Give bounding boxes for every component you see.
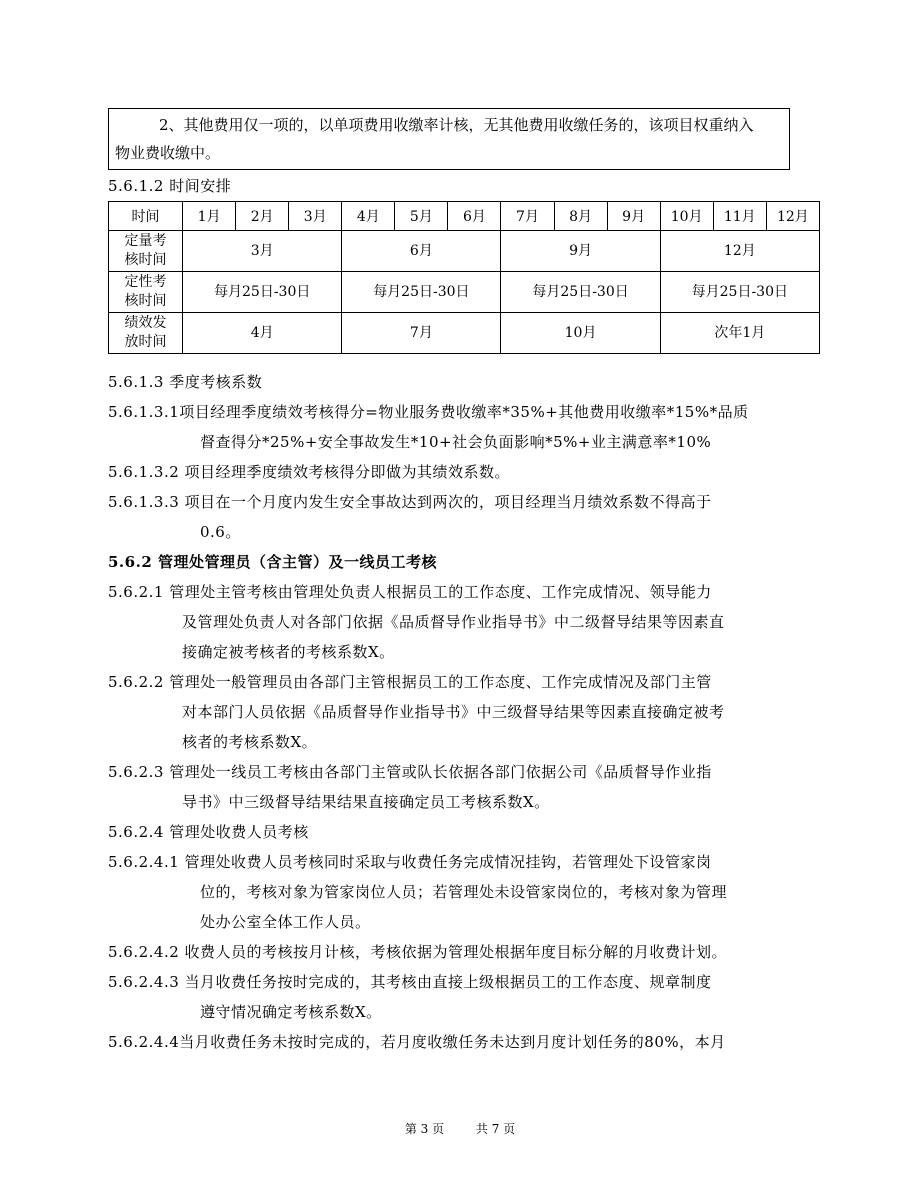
table-cell: 7月 (342, 313, 501, 354)
table-cell: 每月25日-30日 (501, 272, 660, 313)
para-5622-line3: 核者的考核系数X。 (182, 733, 318, 751)
month-cell: 2月 (236, 202, 289, 231)
month-cell: 9月 (607, 202, 660, 231)
month-cell: 3月 (289, 202, 342, 231)
row-label: 定量考 核时间 (109, 231, 183, 272)
schedule-heading: 5.6.1.2 时间安排 (108, 177, 232, 195)
note-line-1: 2、其他费用仅一项的，以单项费用收缴率计核，无其他费用收缴任务的，该项目权重纳入 (159, 116, 754, 134)
row-label: 绩效发 放时间 (109, 313, 183, 354)
para-56131-line2: 督查得分*25%+安全事故发生*10+社会负面影响*5%+业主满意率*10% (200, 433, 712, 451)
para-56241-line1: 5.6.2.4.1 管理处收费人员考核同时采取与收费任务完成情况挂钩，若管理处下设管家岗 (108, 853, 712, 871)
table-cell: 次年1月 (660, 313, 819, 354)
month-cell: 7月 (501, 202, 554, 231)
table-cell: 每月25日-30日 (660, 272, 819, 313)
month-cell: 5月 (395, 202, 448, 231)
para-5621-line1: 5.6.2.1 管理处主管考核由管理处负责人根据员工的工作态度、工作完成情况、领导能力 (108, 583, 712, 601)
table-cell: 6月 (342, 231, 501, 272)
month-cell: 8月 (554, 202, 607, 231)
para-56132: 5.6.1.3.2 项目经理季度绩效考核得分即做为其绩效系数。 (108, 463, 511, 481)
para-56133-line2: 0.6。 (200, 523, 241, 541)
month-cell: 12月 (766, 202, 819, 231)
para-56242: 5.6.2.4.2 收费人员的考核按月计核，考核依据为管理处根据年度目标分解的月收费计划。 (108, 943, 728, 961)
note-box (108, 108, 790, 170)
table-cell: 4月 (183, 313, 342, 354)
table-row (109, 313, 820, 354)
month-cell: 1月 (183, 202, 236, 231)
page-footer (0, 1120, 920, 1137)
para-5621-line2: 及管理处负责人对各部门依据《品质督导作业指导书》中二级督导结果等因素直 (182, 613, 725, 631)
para-5622-line1: 5.6.2.2 管理处一般管理员由各部门主管根据员工的工作态度、工作完成情况及部门主管 (108, 673, 712, 691)
para-5623-line2: 导书》中三级督导结果结果直接确定员工考核系数X。 (182, 793, 550, 811)
section-5613: 5.6.1.3 季度考核系数 (108, 373, 263, 391)
para-56243-line1: 5.6.2.4.3 当月收费任务按时完成的，其考核由直接上级根据员工的工作态度、规章制度 (108, 973, 712, 991)
table-cell: 10月 (501, 313, 660, 354)
header-label: 时间 (109, 202, 183, 231)
para-56241-line2: 位的，考核对象为管家岗位人员；若管理处未设管家岗位的，考核对象为管理 (200, 883, 728, 901)
table-cell: 12月 (660, 231, 819, 272)
schedule-table (108, 201, 820, 354)
month-cell: 10月 (660, 202, 713, 231)
para-56244: 5.6.2.4.4当月收费任务未按时完成的，若月度收缴任务未达到月度计划任务的80%，本月 (108, 1033, 726, 1051)
para-5622-line2: 对本部门人员依据《品质督导作业指导书》中三级督导结果等因素直接确定被考 (182, 703, 725, 721)
table-cell: 3月 (183, 231, 342, 272)
table-row (109, 231, 820, 272)
page-number: 第 3 页 (404, 1122, 445, 1136)
section-5624: 5.6.2.4 管理处收费人员考核 (108, 823, 309, 841)
month-cell: 11月 (713, 202, 766, 231)
table-header-row (109, 202, 820, 231)
month-cell: 6月 (448, 202, 501, 231)
page-total: 共 7 页 (475, 1122, 516, 1136)
table-cell: 9月 (501, 231, 660, 272)
note-line-2: 物业费收缴中。 (115, 144, 221, 162)
table-cell: 每月25日-30日 (342, 272, 501, 313)
para-56131-line1: 5.6.1.3.1项目经理季度绩效考核得分=物业服务费收缴率*35%+其他费用收缴率*15%*品质 (108, 403, 749, 421)
month-cell: 4月 (342, 202, 395, 231)
table-cell: 每月25日-30日 (183, 272, 342, 313)
para-56133-line1: 5.6.1.3.3 项目在一个月度内发生安全事故达到两次的，项目经理当月绩效系数不得高于 (108, 493, 712, 511)
para-56241-line3: 处办公室全体工作人员。 (200, 913, 371, 931)
para-5623-line1: 5.6.2.3 管理处一线员工考核由各部门主管或队长依据各部门依据公司《品质督导作业指 (108, 763, 712, 781)
section-562-heading: 5.6.2 管理处管理员（含主管）及一线员工考核 (108, 553, 437, 571)
para-56243-line2: 遵守情况确定考核系数X。 (200, 1003, 382, 1021)
table-row (109, 272, 820, 313)
para-5621-line3: 接确定被考核者的考核系数X。 (182, 643, 395, 661)
row-label: 定性考 核时间 (109, 272, 183, 313)
